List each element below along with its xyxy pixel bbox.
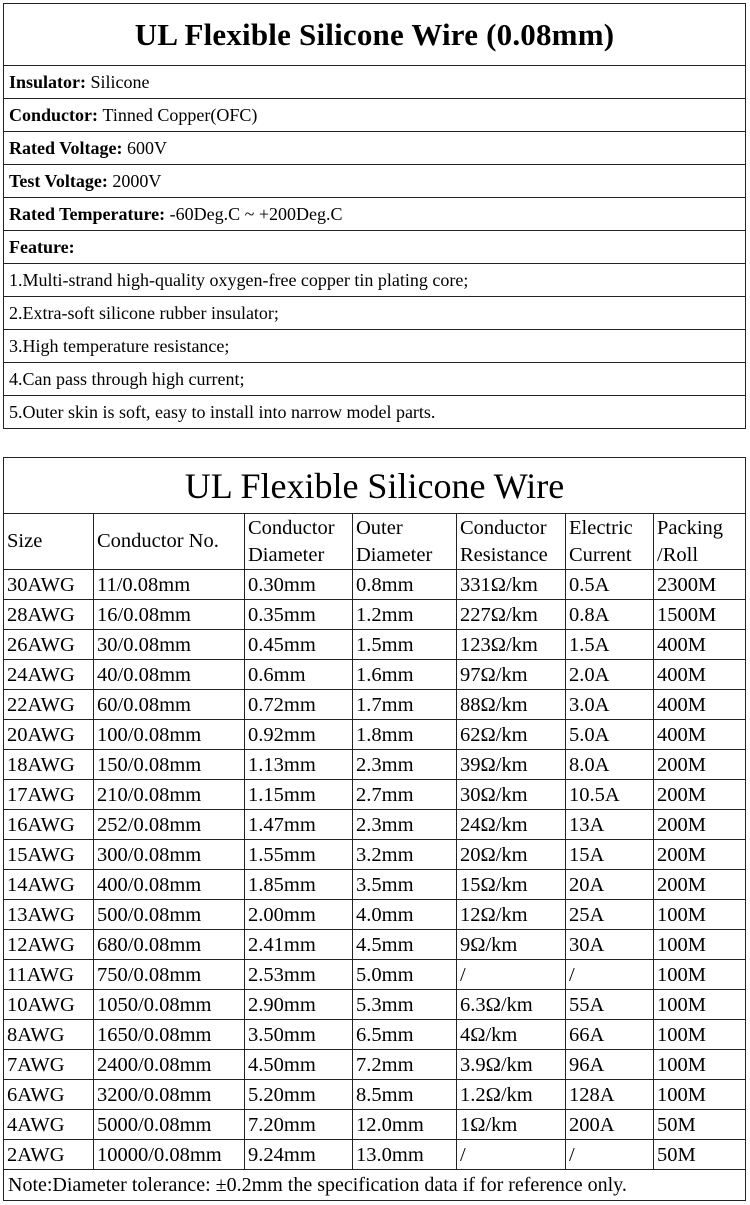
spec-title-row xyxy=(4,4,746,66)
wire-table-cell: 10AWG xyxy=(4,990,94,1020)
spec-property-colon: : xyxy=(159,203,170,224)
wire-table-cell: 13.0mm xyxy=(353,1140,457,1170)
wire-table-cell: 22AWG xyxy=(4,690,94,720)
wire-table-cell: 39Ω/km xyxy=(457,750,566,780)
wire-table-cell: 331Ω/km xyxy=(457,570,566,600)
wire-table-cell: 66A xyxy=(566,1020,654,1050)
wire-table-row xyxy=(4,1110,746,1140)
wire-table-row xyxy=(4,570,746,600)
wire-table-row xyxy=(4,900,746,930)
wire-table-cell: 9.24mm xyxy=(245,1140,353,1170)
spec-feature-header-row xyxy=(4,231,746,264)
wire-column-header-line: Packing xyxy=(657,516,724,539)
wire-table-row xyxy=(4,750,746,780)
wire-table-cell: 2.3mm xyxy=(353,810,457,840)
wire-column-header-line: Conductor xyxy=(460,516,547,539)
wire-column-header xyxy=(566,514,654,570)
wire-table-row xyxy=(4,1050,746,1080)
wire-table-cell: 96A xyxy=(566,1050,654,1080)
wire-column-header-line: Conductor xyxy=(248,516,335,539)
wire-table-cell: 3.0A xyxy=(566,690,654,720)
wire-table-row xyxy=(4,810,746,840)
wire-table-row xyxy=(4,780,746,810)
wire-table-cell: 20AWG xyxy=(4,720,94,750)
wire-table-cell: 100M xyxy=(654,960,746,990)
wire-table-cell: 1.2Ω/km xyxy=(457,1080,566,1110)
spec-feature-row xyxy=(4,297,746,330)
spec-property-cell xyxy=(4,99,746,132)
wire-table-cell: 3.5mm xyxy=(353,870,457,900)
wire-table-cell: 1.47mm xyxy=(245,810,353,840)
wire-table-cell: 1Ω/km xyxy=(457,1110,566,1140)
spec-property-value: 600V xyxy=(127,137,167,158)
wire-table-cell: 100M xyxy=(654,1080,746,1110)
spec-property-value: -60Deg.C ~ +200Deg.C xyxy=(169,203,343,224)
wire-table-cell: 100M xyxy=(654,930,746,960)
spec-feature-item: 5.Outer skin is soft, easy to install into narrow model parts. xyxy=(4,396,746,429)
spec-property-label: Rated Temperature xyxy=(9,203,160,224)
spec-feature-label-cell xyxy=(4,231,746,264)
spec-property-row xyxy=(4,132,746,165)
wire-table-cell: 97Ω/km xyxy=(457,660,566,690)
wire-table-cell: 88Ω/km xyxy=(457,690,566,720)
wire-table-cell: 1.55mm xyxy=(245,840,353,870)
wire-table-cell: 100M xyxy=(654,990,746,1020)
spec-property-value: 2000V xyxy=(112,170,162,191)
wire-table-cell: 9Ω/km xyxy=(457,930,566,960)
wire-table-row xyxy=(4,720,746,750)
wire-column-header xyxy=(457,514,566,570)
wire-table-row xyxy=(4,660,746,690)
wire-column-header xyxy=(245,514,353,570)
wire-table-cell: 2.7mm xyxy=(353,780,457,810)
wire-table-cell: 11/0.08mm xyxy=(94,570,245,600)
wire-table-cell: 2400/0.08mm xyxy=(94,1050,245,1080)
wire-table-cell: 50M xyxy=(654,1140,746,1170)
wire-table-cell: 8.5mm xyxy=(353,1080,457,1110)
wire-table-cell: 4Ω/km xyxy=(457,1020,566,1050)
wire-table-cell: 252/0.08mm xyxy=(94,810,245,840)
spec-property-label: Test Voltage xyxy=(9,170,102,191)
wire-table-cell: 100/0.08mm xyxy=(94,720,245,750)
wire-table-cell: 3.2mm xyxy=(353,840,457,870)
spec-property-colon: : xyxy=(80,71,91,92)
wire-table-cell: 5.20mm xyxy=(245,1080,353,1110)
wire-table-cell: 2.0A xyxy=(566,660,654,690)
spec-feature-item: 4.Can pass through high current; xyxy=(4,363,746,396)
wire-table-cell: 100M xyxy=(654,900,746,930)
spec-property-colon: : xyxy=(116,137,127,158)
wire-table-cell: 3200/0.08mm xyxy=(94,1080,245,1110)
spec-property-value: Tinned Copper(OFC) xyxy=(102,104,258,125)
wire-table-cell: 15Ω/km xyxy=(457,870,566,900)
wire-table-cell: 2.53mm xyxy=(245,960,353,990)
wire-table-cell: 10000/0.08mm xyxy=(94,1140,245,1170)
wire-table-cell: 15A xyxy=(566,840,654,870)
wire-table-cell: 30Ω/km xyxy=(457,780,566,810)
wire-table-cell: 100M xyxy=(654,1050,746,1080)
wire-table-cell: 4.0mm xyxy=(353,900,457,930)
spec-feature-row xyxy=(4,330,746,363)
wire-table-cell: 3.50mm xyxy=(245,1020,353,1050)
wire-table-row xyxy=(4,1020,746,1050)
spec-title: UL Flexible Silicone Wire (0.08mm) xyxy=(4,4,746,66)
wire-column-header-line: Conductor No. xyxy=(97,530,219,552)
wire-table-cell: 5.0A xyxy=(566,720,654,750)
wire-table-cell: 18AWG xyxy=(4,750,94,780)
wire-table-cell: 30/0.08mm xyxy=(94,630,245,660)
wire-table-row xyxy=(4,690,746,720)
wire-table-cell: 0.8mm xyxy=(353,570,457,600)
wire-table-cell: 62Ω/km xyxy=(457,720,566,750)
wire-table-cell: 50M xyxy=(654,1110,746,1140)
wire-table-cell: 8.0A xyxy=(566,750,654,780)
wire-table-cell: 1650/0.08mm xyxy=(94,1020,245,1050)
spec-property-row xyxy=(4,198,746,231)
spec-property-row xyxy=(4,165,746,198)
wire-table-cell: 1.8mm xyxy=(353,720,457,750)
wire-table-cell: 2300M xyxy=(654,570,746,600)
wire-table-row xyxy=(4,1140,746,1170)
wire-table-cell: 7.20mm xyxy=(245,1110,353,1140)
wire-table-row xyxy=(4,870,746,900)
spec-feature-item: 1.Multi-strand high-quality oxygen-free copper tin plating core; xyxy=(4,264,746,297)
wire-table-cell: 11AWG xyxy=(4,960,94,990)
wire-table-cell: 200M xyxy=(654,840,746,870)
wire-table-row xyxy=(4,960,746,990)
wire-column-header xyxy=(353,514,457,570)
wire-table-cell: 4.50mm xyxy=(245,1050,353,1080)
wire-table-cell: 6.3Ω/km xyxy=(457,990,566,1020)
spec-table-body xyxy=(4,4,746,429)
wire-table-cell: 150/0.08mm xyxy=(94,750,245,780)
wire-table-cell: 200A xyxy=(566,1110,654,1140)
wire-table-cell: 0.72mm xyxy=(245,690,353,720)
wire-note-row xyxy=(4,1170,746,1201)
wire-column-header xyxy=(94,514,245,570)
wire-table-cell: 0.35mm xyxy=(245,600,353,630)
wire-table-cell: / xyxy=(566,960,654,990)
wire-table-cell: 200M xyxy=(654,780,746,810)
wire-column-header-line: Electric xyxy=(569,516,633,539)
wire-table-cell: 12.0mm xyxy=(353,1110,457,1140)
wire-table-cell: 30A xyxy=(566,930,654,960)
wire-table-cell: 16/0.08mm xyxy=(94,600,245,630)
spec-property-label: Insulator xyxy=(9,71,81,92)
spec-table xyxy=(3,3,746,429)
wire-table-cell: 26AWG xyxy=(4,630,94,660)
wire-table-cell: 14AWG xyxy=(4,870,94,900)
wire-table-cell: 0.45mm xyxy=(245,630,353,660)
spec-property-label: Conductor xyxy=(9,104,93,125)
wire-table-cell: 128A xyxy=(566,1080,654,1110)
wire-table-cell: 4AWG xyxy=(4,1110,94,1140)
wire-table-cell: 6.5mm xyxy=(353,1020,457,1050)
spec-property-colon: : xyxy=(101,170,113,191)
wire-table-cell: / xyxy=(457,960,566,990)
wire-table-cell: 680/0.08mm xyxy=(94,930,245,960)
wire-table-cell: 55A xyxy=(566,990,654,1020)
wire-table-cell: 1.2mm xyxy=(353,600,457,630)
wire-table-cell: 1.85mm xyxy=(245,870,353,900)
wire-table-cell: 200M xyxy=(654,810,746,840)
wire-table-cell: 60/0.08mm xyxy=(94,690,245,720)
wire-table-row xyxy=(4,630,746,660)
spec-property-cell xyxy=(4,165,746,198)
wire-table-cell: 17AWG xyxy=(4,780,94,810)
wire-table-cell: 200M xyxy=(654,870,746,900)
wire-table-cell: 1.6mm xyxy=(353,660,457,690)
wire-table-cell: 0.8A xyxy=(566,600,654,630)
wire-table-cell: 123Ω/km xyxy=(457,630,566,660)
wire-table-cell: 12AWG xyxy=(4,930,94,960)
wire-table-cell: 2.41mm xyxy=(245,930,353,960)
wire-table-cell: 5.0mm xyxy=(353,960,457,990)
wire-table-cell: 25A xyxy=(566,900,654,930)
wire-header-row xyxy=(4,514,746,570)
wire-table-cell: 3.9Ω/km xyxy=(457,1050,566,1080)
wire-table-cell: 12Ω/km xyxy=(457,900,566,930)
wire-table-cell: 200M xyxy=(654,750,746,780)
wire-table xyxy=(3,457,746,1201)
wire-table-cell: 400M xyxy=(654,720,746,750)
wire-column-header-line: Resistance xyxy=(460,543,548,566)
wire-table-cell: 1500M xyxy=(654,600,746,630)
wire-table-cell: 10.5A xyxy=(566,780,654,810)
wire-table-cell: 13AWG xyxy=(4,900,94,930)
spec-feature-row xyxy=(4,363,746,396)
wire-title-row xyxy=(4,458,746,514)
wire-table-cell: 24Ω/km xyxy=(457,810,566,840)
spec-feature-row xyxy=(4,264,746,297)
spec-property-cell xyxy=(4,198,746,231)
wire-column-header xyxy=(4,514,94,570)
wire-table-row xyxy=(4,990,746,1020)
wire-table-cell: 750/0.08mm xyxy=(94,960,245,990)
wire-table-cell: 210/0.08mm xyxy=(94,780,245,810)
spec-feature-item: 3.High temperature resistance; xyxy=(4,330,746,363)
wire-table-cell: 500/0.08mm xyxy=(94,900,245,930)
wire-table-cell: 5.3mm xyxy=(353,990,457,1020)
wire-table-cell: 2.90mm xyxy=(245,990,353,1020)
wire-table-body xyxy=(4,458,746,1201)
spec-property-value: Silicone xyxy=(90,71,150,92)
wire-table-cell: 13A xyxy=(566,810,654,840)
spec-feature-row xyxy=(4,396,746,429)
wire-table-cell: 6AWG xyxy=(4,1080,94,1110)
wire-table-cell: 400/0.08mm xyxy=(94,870,245,900)
wire-table-cell: 1.5A xyxy=(566,630,654,660)
wire-table-cell: 1.7mm xyxy=(353,690,457,720)
wire-table-cell: 30AWG xyxy=(4,570,94,600)
wire-table-title: UL Flexible Silicone Wire xyxy=(4,458,746,514)
wire-table-cell: 1050/0.08mm xyxy=(94,990,245,1020)
wire-table-cell: 2.00mm xyxy=(245,900,353,930)
wire-table-cell: 400M xyxy=(654,690,746,720)
wire-table-cell: 15AWG xyxy=(4,840,94,870)
spec-property-cell xyxy=(4,66,746,99)
wire-column-header xyxy=(654,514,746,570)
spec-property-label: Rated Voltage xyxy=(9,137,117,158)
wire-table-cell: 8AWG xyxy=(4,1020,94,1050)
spec-property-colon: : xyxy=(92,104,103,125)
wire-column-header-line: Current xyxy=(569,543,632,566)
wire-table-cell: 4.5mm xyxy=(353,930,457,960)
wire-table-cell: 0.5A xyxy=(566,570,654,600)
wire-table-row xyxy=(4,930,746,960)
wire-table-cell: 5000/0.08mm xyxy=(94,1110,245,1140)
wire-table-cell: 28AWG xyxy=(4,600,94,630)
wire-table-cell: 400M xyxy=(654,660,746,690)
spec-feature-label: Feature: xyxy=(9,236,75,257)
spec-feature-item: 2.Extra-soft silicone rubber insulator; xyxy=(4,297,746,330)
wire-table-row xyxy=(4,1080,746,1110)
wire-table-cell: 1.15mm xyxy=(245,780,353,810)
wire-column-header-line: Diameter xyxy=(356,543,433,566)
wire-column-header-line: Diameter xyxy=(248,543,325,566)
wire-table-cell: 20Ω/km xyxy=(457,840,566,870)
wire-column-header-line: /Roll xyxy=(657,543,699,566)
wire-table-cell: 20A xyxy=(566,870,654,900)
spec-property-row xyxy=(4,99,746,132)
spec-property-row xyxy=(4,66,746,99)
wire-table-cell: 300/0.08mm xyxy=(94,840,245,870)
wire-table-cell: 1.13mm xyxy=(245,750,353,780)
wire-table-cell: 1.5mm xyxy=(353,630,457,660)
wire-table-cell: 24AWG xyxy=(4,660,94,690)
wire-table-cell: 7.2mm xyxy=(353,1050,457,1080)
wire-table-cell: / xyxy=(566,1140,654,1170)
spec-property-cell xyxy=(4,132,746,165)
wire-table-cell: 2.3mm xyxy=(353,750,457,780)
wire-table-cell: 40/0.08mm xyxy=(94,660,245,690)
wire-column-header-line: Outer xyxy=(356,516,403,539)
wire-table-note: Note:Diameter tolerance: ±0.2mm the specification data if for reference only. xyxy=(4,1170,746,1201)
wire-column-header-line: Size xyxy=(7,530,43,552)
wire-table-cell: 2AWG xyxy=(4,1140,94,1170)
wire-table-cell: 7AWG xyxy=(4,1050,94,1080)
wire-table-row xyxy=(4,600,746,630)
wire-table-cell: 0.6mm xyxy=(245,660,353,690)
wire-table-cell: 100M xyxy=(654,1020,746,1050)
wire-table-cell: 400M xyxy=(654,630,746,660)
wire-table-cell: 0.30mm xyxy=(245,570,353,600)
wire-table-cell: 16AWG xyxy=(4,810,94,840)
wire-table-cell: 0.92mm xyxy=(245,720,353,750)
wire-table-cell: 227Ω/km xyxy=(457,600,566,630)
wire-table-row xyxy=(4,840,746,870)
wire-table-cell: / xyxy=(457,1140,566,1170)
